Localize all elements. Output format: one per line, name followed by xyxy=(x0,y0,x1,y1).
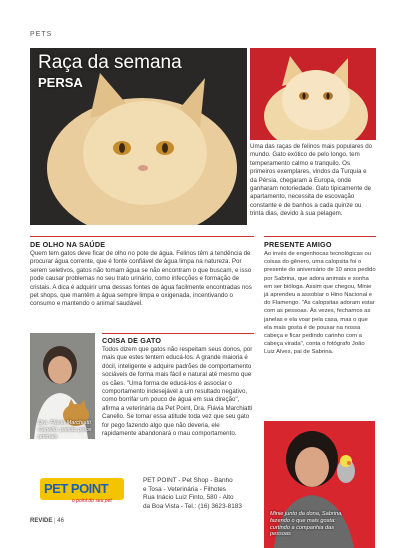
coisa-body: Todos dizem que gatos não respeitam seus donos, por mais que estes tentem educá-los. A grande maioria é dócil, inteligente e adquire padrões de comportamento sociáveis de forma mais fácil e natural até mesmo que os cães. "Uma forma de educá-los é associar o comportamento indesejável a um resultado negativo, como borrifar um pouco de água em sua direção", afirma a veterinária da Pet Point, Dra. Flávia Marchiatti Canello. Se tomar essa atitude toda vez que seu gato for pego fazendo algo que não deveria, ele rapidamente abandonará o mau comportamento. xyxy=(102,346,253,438)
feature-intro: Uma das raças de felinos mais populares do mundo. Gato exótico de pelo longo, tem temperamento calmo e tranquilo. Os primeiros exemplares, vindos da Turquia e da Pérsia, chegaram à Europa, onde ganharam notoriedade. Gato tipicamente de apartamento, necessita de escovação constante e de banhos a cada quinze ou trinta dias, devido à sua pelagem. xyxy=(250,143,373,218)
petpoint-logo xyxy=(40,478,124,500)
cat-side-illustration xyxy=(250,48,376,140)
petpoint-line: Rua Inácio Luiz Finto, 580 - Alto xyxy=(143,494,234,502)
feature-subtitle: PERSA xyxy=(38,75,83,90)
petpoint-line: e Tosa - Veterinária - Filhotes xyxy=(143,485,226,493)
petpoint-logo-text: PET POINT xyxy=(44,481,109,496)
presente-body: Ao invés de engenhocas tecnológicas ou coisas do gênero, uma calopsita foi o presente do aniversário de 10 anos pedido por Sabrina, que adora animais e sonha em ser bióloga. Assim que chegou, Minie já aprendeu a assobiar o Hino Nacional e do Flamengo. "As calopsitas adoram estar com as pessoas. Às vezes, fechamos as janelas e ela voar pela casa, mas o que ela mais gosta é de pousar na nossa cabeça e ficar pedindo carinho com a cabeça virada", conta o fotógrafo João Luiz Alves, pai de Sabrina. xyxy=(264,251,376,356)
divider xyxy=(264,236,376,237)
olho-body: Quem tem gatos deve ficar de olho no pote de água. Felinos têm a tendência de procurar água corrente, que é fonte confiável de água limpa na natureza. Por serem seletivos, gatos não tomam água se não encontram o que buscam, e isso pode causar problemas no seu trato urinário, como infecções e formação de cristais. A dica é adquirir uma dessas fontes de água facilmente encontradas nos pet shops, que mantêm a água sempre limpa e oxigenada, incentivando o consumo e mantendo o animal saudável. xyxy=(30,250,252,308)
divider xyxy=(30,236,254,237)
presente-heading: PRESENTE AMIGO xyxy=(264,240,332,249)
vet-photo-caption: Dra. Flávia Marchiatti Canello: paixão pelos animais xyxy=(38,420,92,440)
footer: REVIDE | 46 xyxy=(30,518,64,524)
petpoint-line: da Boa Vista - Tel.: (16) 3623-8183 xyxy=(143,502,242,510)
petpoint-line: PET POINT - Pet Shop - Banho xyxy=(143,477,233,484)
feature-title: Raça da semana xyxy=(38,52,182,73)
persian-cat-photo-side xyxy=(250,48,376,140)
olho-heading: DE OLHO NA SAÚDE xyxy=(30,240,106,249)
divider xyxy=(102,333,254,334)
section-label: PETS xyxy=(30,31,53,38)
coisa-heading: COISA DE GATO xyxy=(102,336,162,345)
magazine-name: REVIDE xyxy=(30,518,53,524)
petpoint-info xyxy=(143,477,268,511)
bird-photo-caption: Minie junto da dona, Sabrina, fazendo o que mais gosta: curtindo a companhia das pessoas xyxy=(270,511,343,538)
petpoint-tagline: o point do seu pet xyxy=(72,498,112,504)
page-number: 46 xyxy=(57,518,64,524)
